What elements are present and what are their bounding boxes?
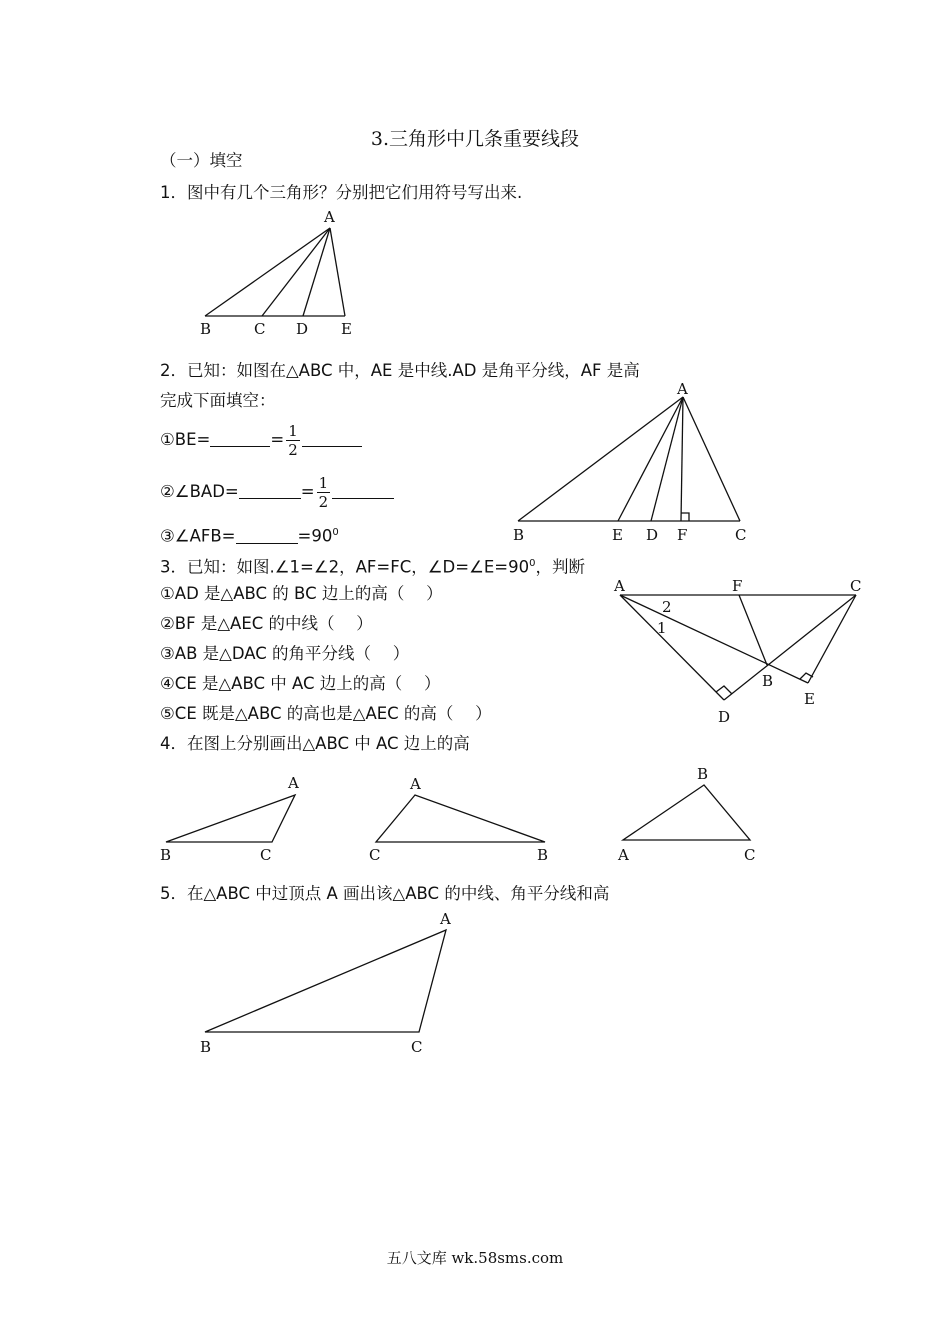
question-1-text: 1．图中有几个三角形？分别把它们用符号写出来. [160, 183, 523, 202]
q4-fig1-label-a: A [288, 774, 299, 792]
q2-label-d: D [646, 526, 659, 544]
q3-label-e: E [804, 690, 815, 708]
q2-label-b: B [513, 526, 525, 544]
q3-label-b: B [762, 672, 774, 690]
q3-label-d: D [718, 708, 731, 726]
question-3-item: ①AD 是△ABC 的 BC 边上的高（ ） [160, 584, 443, 603]
q3-label-a: A [614, 577, 625, 595]
q4-fig3-label-b: B [697, 765, 709, 783]
question-2-subtext: 完成下面填空： [160, 391, 276, 410]
q4-fig1-label-b: B [160, 846, 172, 864]
q4-fig3-label-c: C [744, 846, 756, 864]
q4-fig1-label-c: C [260, 846, 272, 864]
question-3-text: 3．已知：如图.∠1=∠2，AF=FC，$\angle D=\angle E=90^0$，判断 [160, 557, 585, 577]
q1-label-c: C [254, 320, 266, 338]
q1-label-d: D [296, 320, 309, 338]
question-4-text: 4．在图上分别画出△ABC 中 AC 边上的高 [160, 734, 470, 753]
question-3-item: ③AB 是△DAC 的角平分线（ ） [160, 644, 410, 663]
q4-fig3-label-a: A [618, 846, 629, 864]
q5-label-b: B [200, 1038, 212, 1056]
q2-label-f: F [677, 526, 688, 544]
question-2-text: 2．已知：如图在△ABC 中，AE 是中线.AD 是角平分线，AF 是高 [160, 361, 640, 380]
q4-fig2-label-c: C [369, 846, 381, 864]
page-footer: 五八文库 wk.58sms.com [386, 1249, 564, 1267]
q3-label-c: C [850, 577, 862, 595]
q1-label-b: B [200, 320, 212, 338]
fraction-half: $\frac{1}{2}$ [318, 474, 329, 511]
question-3-item: ②BF 是△AEC 的中线（ ） [160, 614, 373, 633]
q2-label-a: A [677, 380, 688, 398]
q3-label-1: 1 [657, 619, 667, 637]
q2-label-e: E [612, 526, 623, 544]
q5-label-c: C [411, 1038, 423, 1056]
q1-label-a: A [324, 208, 335, 226]
q1-label-e: E [341, 320, 352, 338]
question-3-item: ④CE 是△ABC 中 AC 边上的高（ ） [160, 674, 441, 693]
question-3-item: ⑤CE 既是△ABC 的高也是△AEC 的高（ ） [160, 704, 492, 723]
question-2-item-2: ②∠BAD= = $\frac{1}{2}$ [160, 470, 394, 514]
fraction-half: $\frac{1}{2}$ [288, 422, 298, 459]
section-heading: （一）填空 [160, 151, 243, 170]
q5-label-a: A [440, 910, 451, 928]
q3-label-2: 2 [662, 598, 672, 616]
q2-label-c: C [735, 526, 747, 544]
question-2-item-1: ①BE= = $\frac{1}{2}$ [160, 418, 362, 462]
question-2-item-3: ③∠AFB= $=90^0$ [160, 526, 339, 546]
page-title: 3.三角形中几条重要线段 [370, 128, 580, 150]
q3-label-f: F [732, 577, 743, 595]
question-5-text: 5．在△ABC 中过顶点 A 画出该△ABC 的中线、角平分线和高 [160, 884, 610, 903]
q4-fig2-label-b: B [537, 846, 549, 864]
q4-fig2-label-a: A [410, 775, 421, 793]
